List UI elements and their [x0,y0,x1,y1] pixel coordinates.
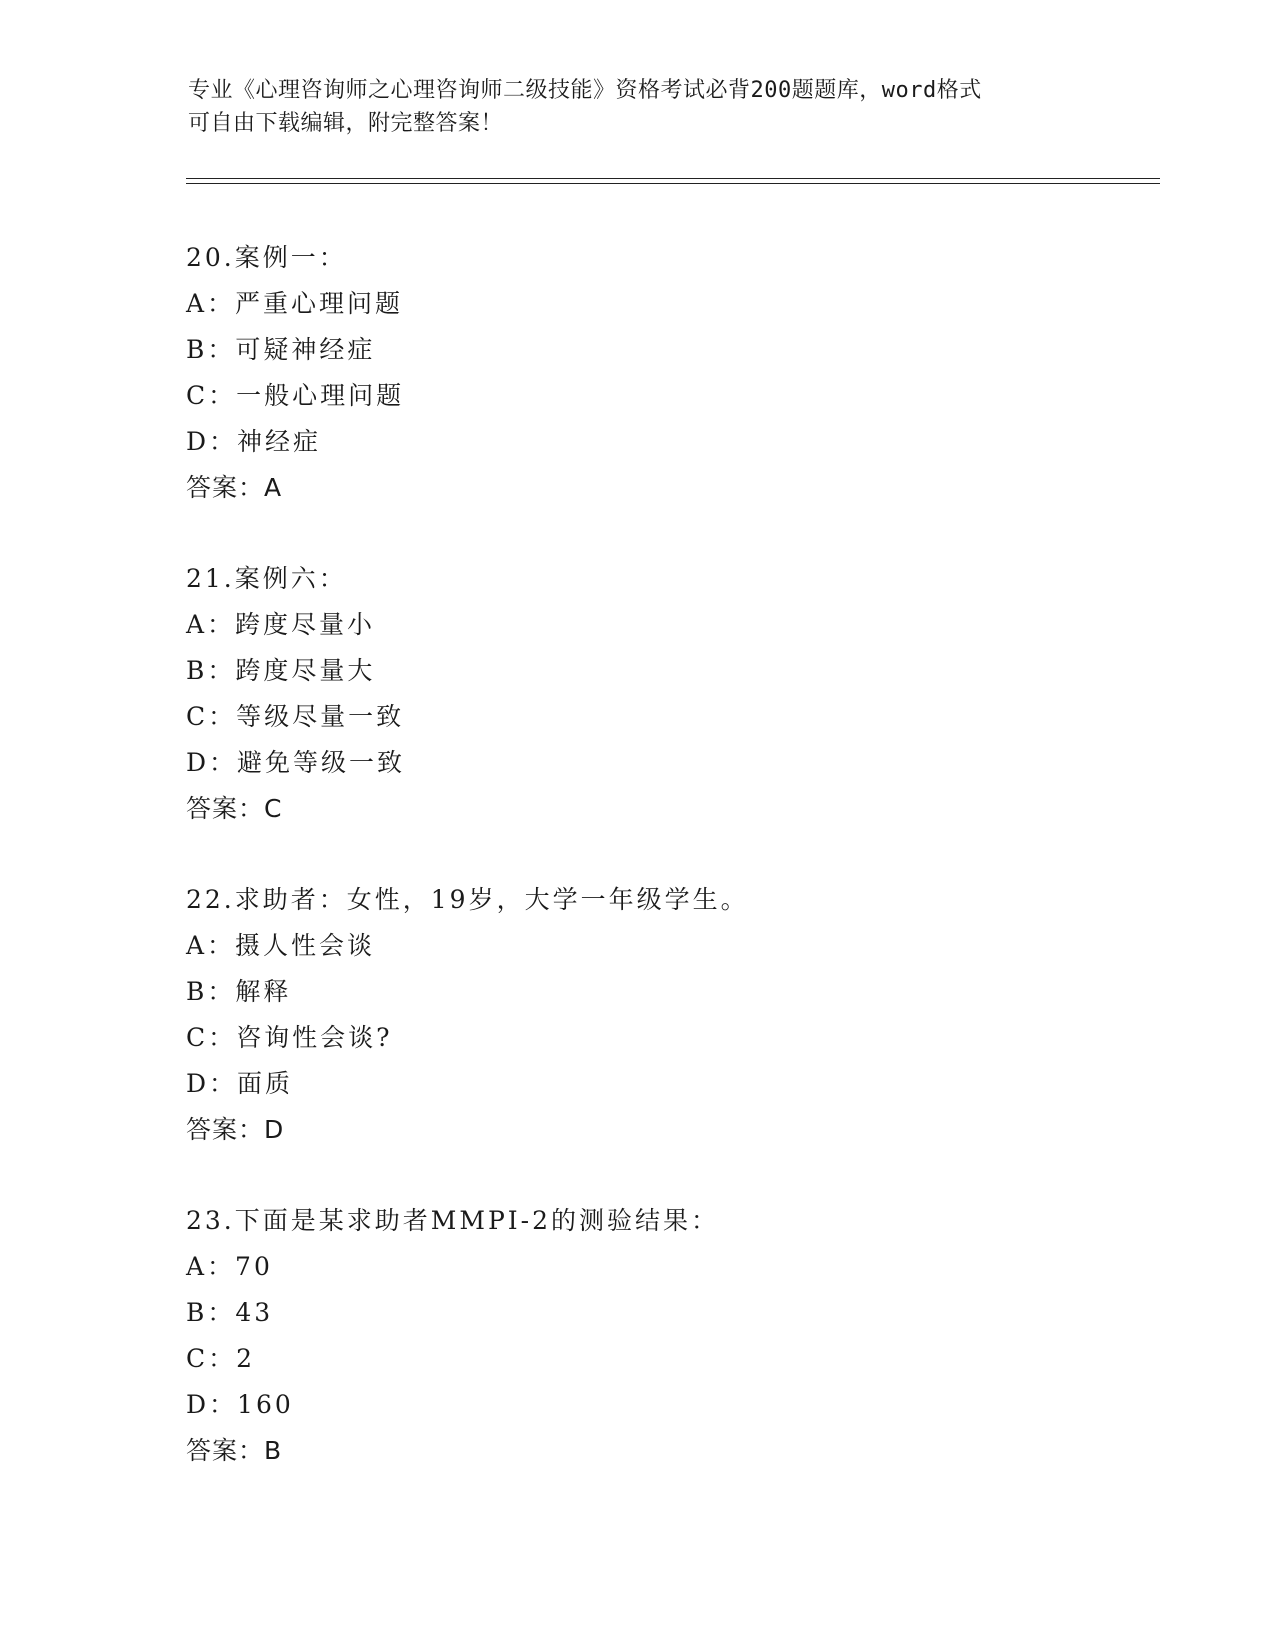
option-a: A：70 [186,1252,273,1281]
question-block [186,235,404,511]
question-stem: 21.案例六： [186,564,347,593]
option-d: D：面质 [186,1069,294,1098]
option-a: A：跨度尽量小 [186,610,376,639]
question-block [186,556,405,832]
question-block [186,877,749,1153]
option-d: D：避免等级一致 [186,748,406,777]
question-stem: 20.案例一： [186,243,347,272]
option-b: B：可疑神经症 [186,335,376,364]
header-divider-bottom [186,183,1160,184]
option-d: D：160 [186,1390,294,1419]
answer-line: 答案：C [186,794,283,823]
answer-line: 答案：D [186,1115,285,1144]
question-block [186,1198,719,1474]
option-d: D：神经症 [186,427,322,456]
option-c: C：咨询性会谈? [186,1023,393,1052]
answer-line: 答案：B [186,1436,283,1465]
option-b: B：跨度尽量大 [186,656,376,685]
document-header [188,74,1088,140]
option-b: B：43 [186,1298,274,1327]
option-a: A：摄人性会谈 [186,931,376,960]
question-stem: 23.下面是某求助者MMPI-2的测验结果： [186,1206,720,1235]
option-c: C：等级尽量一致 [186,702,405,731]
header-line-2: 可自由下载编辑，附完整答案！ [188,111,504,136]
option-a: A：严重心理问题 [186,289,404,318]
option-c: C：一般心理问题 [186,381,405,410]
header-divider-top [186,178,1160,179]
question-stem: 22.求助者：女性，19岁，大学一年级学生。 [186,885,749,914]
answer-line: 答案：A [186,473,283,502]
header-line-1: 专业《心理咨询师之心理咨询师二级技能》资格考试必背200题题库，word格式 [188,78,982,103]
option-c: C：2 [186,1344,256,1373]
option-b: B：解释 [186,977,292,1006]
